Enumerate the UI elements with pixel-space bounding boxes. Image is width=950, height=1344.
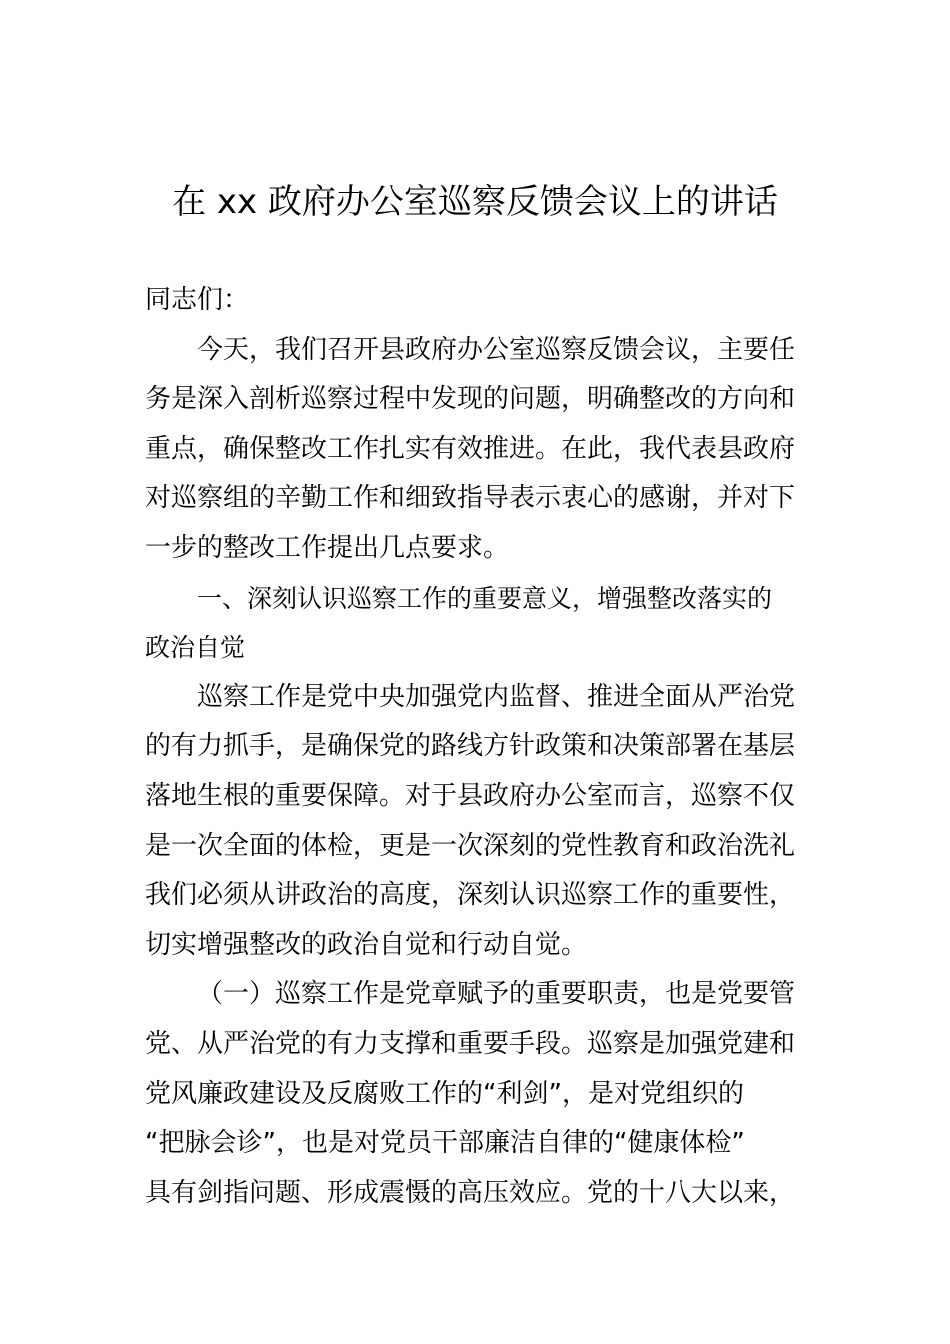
text-line: 党风廉政建设及反腐败工作的“利剑”，是对党组织的 bbox=[145, 1078, 744, 1109]
text-line: 具有剑指问题、形成震慑的高压效应。党的十八大以来， bbox=[145, 1177, 796, 1208]
text-line: 一步的整改工作提出几点要求。 bbox=[145, 532, 510, 563]
heading-line: 一、深刻认识巡察工作的重要意义，增强整改落实的 bbox=[197, 583, 773, 613]
text-line: “把脉会诊”，也是对党员干部廉洁自律的“健康体检” bbox=[145, 1128, 745, 1159]
text-line: 我们必须从讲政治的高度，深刻认识巡察工作的重要性， bbox=[145, 880, 796, 911]
text-line: 重点，确保整改工作扎实有效推进。在此，我代表县政府 bbox=[145, 433, 796, 464]
document-title: 在 xx 政府办公室巡察反馈会议上的讲话 bbox=[172, 182, 778, 222]
text-line: 是一次全面的体检，更是一次深刻的党性教育和政治洗礼 bbox=[145, 830, 796, 861]
text-line: 务是深入剖析巡察过程中发现的问题，明确整改的方向和 bbox=[145, 384, 796, 415]
text-line: 对巡察组的辛勤工作和细致指导表示衷心的感谢，并对下 bbox=[145, 483, 796, 514]
paragraph-inspection-significance bbox=[145, 673, 807, 971]
document-body bbox=[145, 276, 807, 1218]
paragraph-opening bbox=[145, 326, 807, 574]
text-line: 今天，我们召开县政府办公室巡察反馈会议，主要任 bbox=[197, 334, 796, 365]
paragraph-subsection-1 bbox=[145, 970, 807, 1218]
text-line: （一）巡察工作是党章赋予的重要职责，也是党要管 bbox=[197, 979, 796, 1010]
text-line: 落地生根的重要保障。对于县政府办公室而言，巡察不仅 bbox=[145, 780, 796, 811]
text-line: 党、从严治党的有力支撑和重要手段。巡察是加强党建和 bbox=[145, 1028, 796, 1059]
text-line: 巡察工作是党中央加强党内监督、推进全面从严治党 bbox=[197, 681, 796, 712]
heading-line: 政治自觉 bbox=[145, 633, 246, 663]
greeting: 同志们： bbox=[145, 285, 250, 315]
text-line: 的有力抓手，是确保党的路线方针政策和决策部署在基层 bbox=[145, 731, 796, 762]
section-heading bbox=[145, 574, 807, 673]
text-line: 切实增强整改的政治自觉和行动自觉。 bbox=[145, 929, 588, 960]
